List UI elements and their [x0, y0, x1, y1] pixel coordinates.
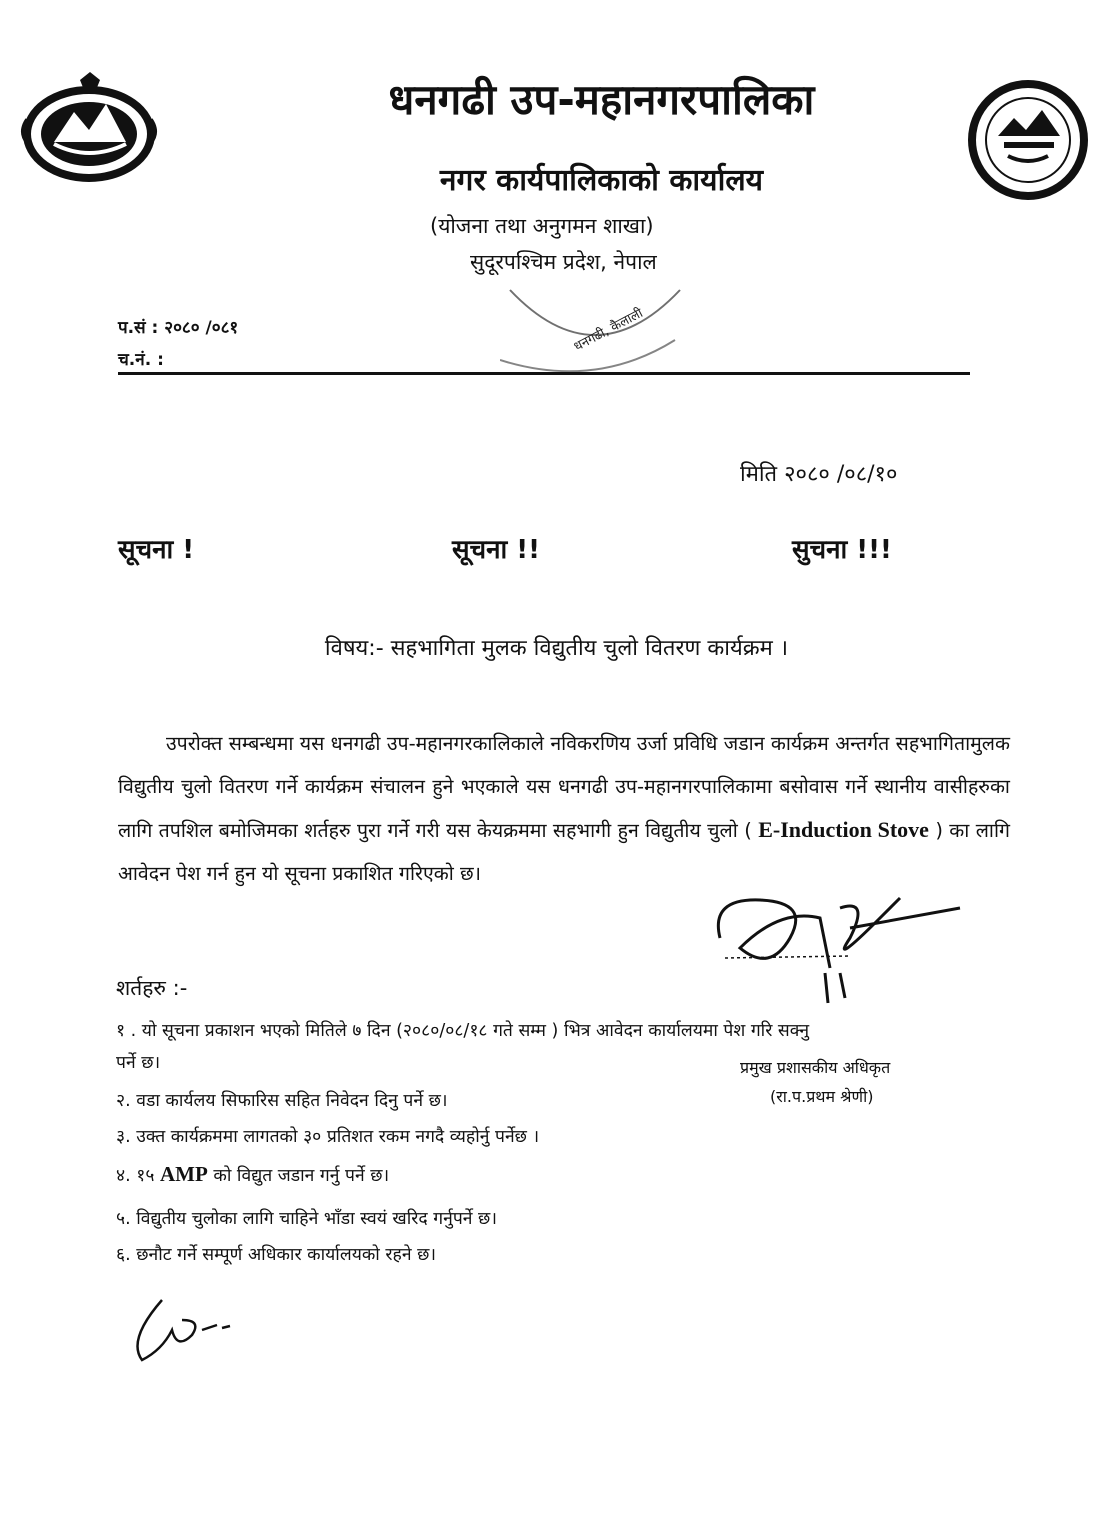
notice-heading-3: सुचना !!! [792, 535, 892, 565]
initial-signature [122, 1290, 262, 1370]
branch-name: (योजना तथा अनुगमन शाखा) [430, 214, 654, 238]
body-english-term: E-Induction Stove [758, 817, 929, 842]
notice-date: मिति २०८० /०८/१० [740, 462, 898, 487]
condition-1: १ . यो सूचना प्रकाशन भएको मितिले ७ दिन (२०८०/०८/१८ गते सम्म ) भित्र आवेदन कार्यालयमा पेश गरि सक्नु [116, 1021, 810, 1041]
condition-1-continued: पर्ने छ। [116, 1053, 161, 1073]
condition-4-suffix: को विद्युत जडान गर्नु पर्ने छ। [207, 1166, 390, 1186]
notice-subject: विषय:- सहभागिता मुलक विद्युतीय चुलो वितरण कार्यक्रम । [324, 636, 789, 661]
body-text-part1: उपरोक्त सम्बन्धमा यस धनगढी उप-महानगरकालिकाले नविकरणिय उर्जा प्रविधि जडान कार्यक्रम अन्तर्गत सहभागितामुलक विद्युतीय चुलो वितरण गर्ने कार्यक्रम संचालन हुने भएकाले यस धनगढी उप-महानगरपालिकामा बसोवास गर्ने स्थानीय वासीहरुका लागि तपशिल बमोजिमका शर्तहरु पुरा गर्ने गरी यस केयक्रममा सहभागी हुन विद्युतीय चुलो ( [118, 732, 1010, 842]
header-divider [118, 372, 970, 375]
officer-signature [700, 878, 1000, 1018]
condition-6: ६. छनौट गर्ने सम्पूर्ण अधिकार कार्यालयको रहने छ। [116, 1245, 437, 1265]
region-name: सुदूरपश्चिम प्रदेश, नेपाल [470, 250, 657, 274]
conditions-heading: शर्तहरु :- [116, 976, 188, 1000]
reference-number: प.सं : २०८० /०८१ [118, 318, 239, 338]
condition-4 [116, 1162, 996, 1187]
notice-body [118, 722, 1010, 895]
stamp-text: धनगढी, कैलाली [571, 305, 646, 355]
dispatch-number: च.नं. : [118, 350, 164, 370]
condition-2: २. वडा कार्यलय सिफारिस सहित निवेदन दिनु पर्ने छ। [116, 1091, 448, 1111]
condition-5: ५. विद्युतीय चुलोका लागि चाहिने भाँडा स्वयं खरिद गर्नुपर्ने छ। [116, 1209, 497, 1229]
notice-heading-2: सूचना !! [452, 535, 541, 565]
notice-heading-1: सूचना ! [118, 535, 195, 565]
condition-3: ३. उक्त कार्यक्रममा लागतको ३० प्रतिशत रकम नगदै व्यहोर्नु पर्नेछ । [116, 1127, 540, 1147]
condition-4-prefix: ४. १५ [116, 1166, 160, 1186]
signatory-grade: (रा.प.प्रथम श्रेणी) [770, 1087, 874, 1106]
office-stamp [500, 270, 690, 380]
body-text-part2: ) का लागि आवेदन पेश गर्न हुन यो सूचना प्रकाशित गरिएको छ। [118, 819, 1011, 885]
office-name: नगर कार्यपालिकाको कार्यालय [439, 163, 764, 198]
condition-4-amp: AMP [160, 1162, 208, 1186]
signatory-title: प्रमुख प्रशासकीय अधिकृत [740, 1058, 891, 1077]
municipality-name: धनगढी उप-महानगरपालिका [388, 75, 815, 124]
